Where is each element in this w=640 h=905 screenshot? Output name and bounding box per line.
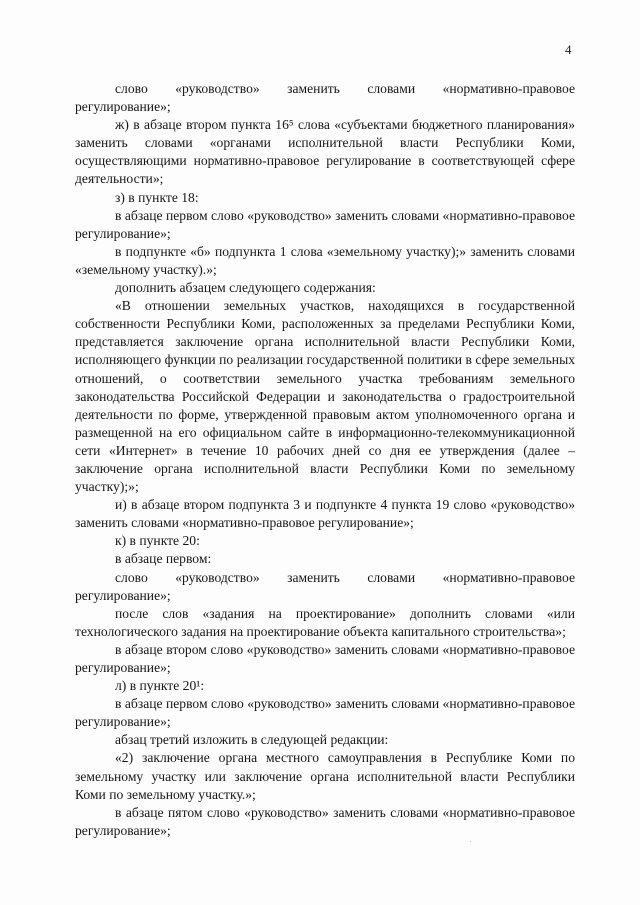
paragraph: слово «руководство» заменить словами «нормативно-правовое регулирование»; (75, 81, 575, 115)
paragraph: и) в абзаце втором подпункта 3 и подпункте 4 пункта 19 слово «руководство» заменить словами «нормативно-правовое регулирование»; (75, 497, 575, 531)
paragraph: в абзаце первом слово «руководство» заменить словами «нормативно-правовое регулирование»; (75, 207, 575, 241)
document-body (75, 80, 575, 840)
paragraph: абзац третий изложить в следующей редакции: (115, 732, 389, 748)
paragraph: «В отношении земельных участков, находящихся в государственной собственности Республики Коми, расположенных за пределами Республики Коми, представляется заключение органа исполнительной власти Республики Коми, исполняющего функции по реализации государственной политики в сфере земельных отношений, о соответствии земельного участка требованиям земельного законодательства Российской Федерации и законодательства о градостроительной деятельности по форме, утвержденной правовым актом уполномоченного органа и размещенной на его официальном сайте в информационно-телекоммуникационной сети «Интернет» в течение 10 рабочих дней со дня ее утверждения (далее – заключение органа исполнительной власти Республики Коми по земельному участку);»; (75, 298, 575, 495)
paragraph: в подпункте «б» подпункта 1 слова «земельному участку);» заменить словами «земельному участку).»; (75, 243, 575, 277)
paragraph: в абзаце первом: (115, 551, 212, 567)
paragraph: к) в пункте 20: (115, 533, 200, 549)
paragraph: л) в пункте 20¹: (115, 678, 205, 694)
paragraph: в абзаце втором слово «руководство» заменить словами «нормативно-правовое регулирование»; (75, 641, 575, 675)
paragraph: слово «руководство» заменить словами «нормативно-правовое регулирование»; (75, 569, 575, 603)
page-number: 4 (565, 42, 572, 57)
paragraph: «2) заключение органа местного самоуправления в Республике Коми по земельному участку или заключение органа исполнительной власти Республики Коми по земельному участку.»; (75, 750, 575, 802)
paragraph: в абзаце пятом слово «руководство» заменить словами «нормативно-правовое регулирование»; (75, 804, 575, 838)
paragraph: дополнить абзацем следующего содержания: (115, 280, 376, 296)
paragraph: ж) в абзаце втором пункта 16⁵ слова «субъектами бюджетного планирования» заменить словами «органами исполнительной власти Республики Коми, осуществляющими нормативно-правовое регулирование в соответствующей сфере деятельности»; (75, 117, 575, 187)
paragraph: з) в пункте 18: (115, 189, 199, 205)
paragraph: в абзаце первом слово «руководство» заменить словами «нормативно-правовое регулирование»; (75, 696, 575, 730)
paragraph: после слов «задания на проектирование» дополнить словами «или технологического задания на проектирование объекта капитального строительства»; (75, 605, 575, 639)
scan-speck (470, 841, 471, 842)
